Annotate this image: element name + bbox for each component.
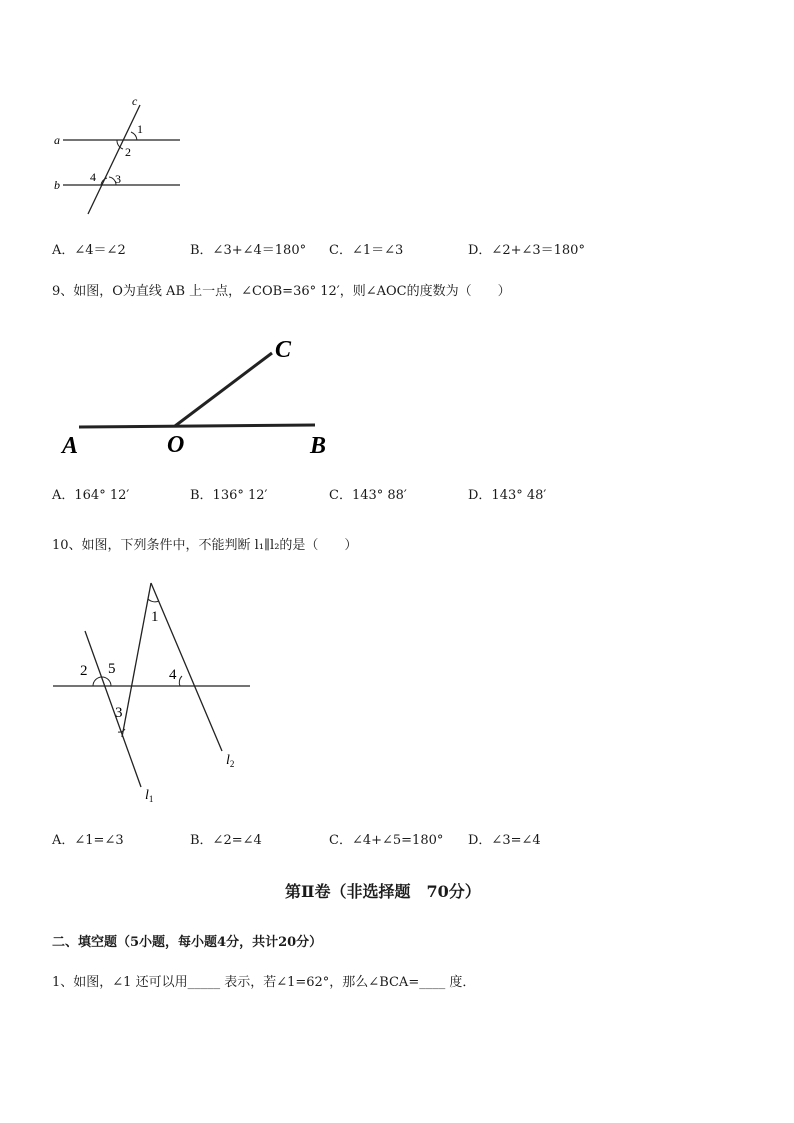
- q10-option-d[interactable]: D．∠3=∠4: [468, 833, 541, 848]
- label-angle-5: 5: [108, 661, 116, 677]
- part2-title: 第Ⅱ卷（非选择题 70分）: [285, 882, 481, 901]
- label-angle-1: 1: [151, 609, 159, 625]
- label-l2: $l_2$: [226, 753, 235, 769]
- label-a: a: [54, 133, 60, 147]
- label-l1: $l_1$: [145, 788, 154, 804]
- q8-option-b[interactable]: B．∠3+∠4＝180°: [190, 243, 307, 258]
- label-angle-3: 3: [115, 705, 123, 721]
- q9-option-b[interactable]: B．136° 12′: [190, 488, 268, 503]
- label-angle-1: 1: [137, 122, 143, 136]
- line-ab: [79, 425, 315, 427]
- connecting-segment: [122, 583, 151, 737]
- line-l2: [151, 583, 222, 751]
- label-b: b: [54, 178, 60, 192]
- label-angle-2: 2: [80, 663, 88, 679]
- label-angle-3: 3: [115, 172, 121, 186]
- label-angle-4: 4: [90, 170, 96, 184]
- ray-oc: [175, 353, 272, 426]
- label-angle-2: 2: [125, 145, 131, 159]
- label-C: C: [275, 337, 292, 363]
- parallel-lines-figure: [45, 92, 195, 222]
- label-angle-4: 4: [169, 667, 177, 683]
- line-l1: [85, 631, 141, 787]
- label-B: B: [310, 433, 327, 459]
- q8-option-d[interactable]: D．∠2+∠3＝180°: [468, 243, 585, 258]
- fill-in-section-heading: 二、填空题（5小题，每小题4分，共计20分）: [52, 935, 323, 950]
- label-A: A: [62, 433, 79, 459]
- q10-option-b[interactable]: B．∠2=∠4: [190, 833, 262, 848]
- q9-question: 9、如图，O为直线 AB 上一点，∠COB=36° 12′，则∠AOC的度数为（ ）: [52, 284, 511, 299]
- q10-question: 10、如图，下列条件中，不能判断 l₁∥l₂的是（ ）: [52, 538, 358, 553]
- angle-4-arc: [179, 676, 182, 686]
- transversal-lines-figure: [45, 575, 260, 805]
- q9-option-d[interactable]: D．143° 48′: [468, 488, 547, 503]
- q9-option-a[interactable]: A．164° 12′: [52, 488, 130, 503]
- q10-option-a[interactable]: A．∠1=∠3: [52, 833, 124, 848]
- q9-option-c[interactable]: C．143° 88′: [329, 488, 407, 503]
- angle-aoc-figure: [55, 332, 345, 462]
- label-c: c: [132, 94, 138, 108]
- part2-q1: 1、如图，∠1 还可以用_____ 表示，若∠1=62°，那么∠BCA=____ 度．: [52, 975, 476, 990]
- q10-option-c[interactable]: C．∠4+∠5=180°: [329, 833, 444, 848]
- line-c: [88, 105, 140, 214]
- label-O: O: [167, 432, 185, 458]
- q8-option-c[interactable]: C．∠1＝∠3: [329, 243, 404, 258]
- q8-option-a[interactable]: A．∠4＝∠2: [52, 243, 126, 258]
